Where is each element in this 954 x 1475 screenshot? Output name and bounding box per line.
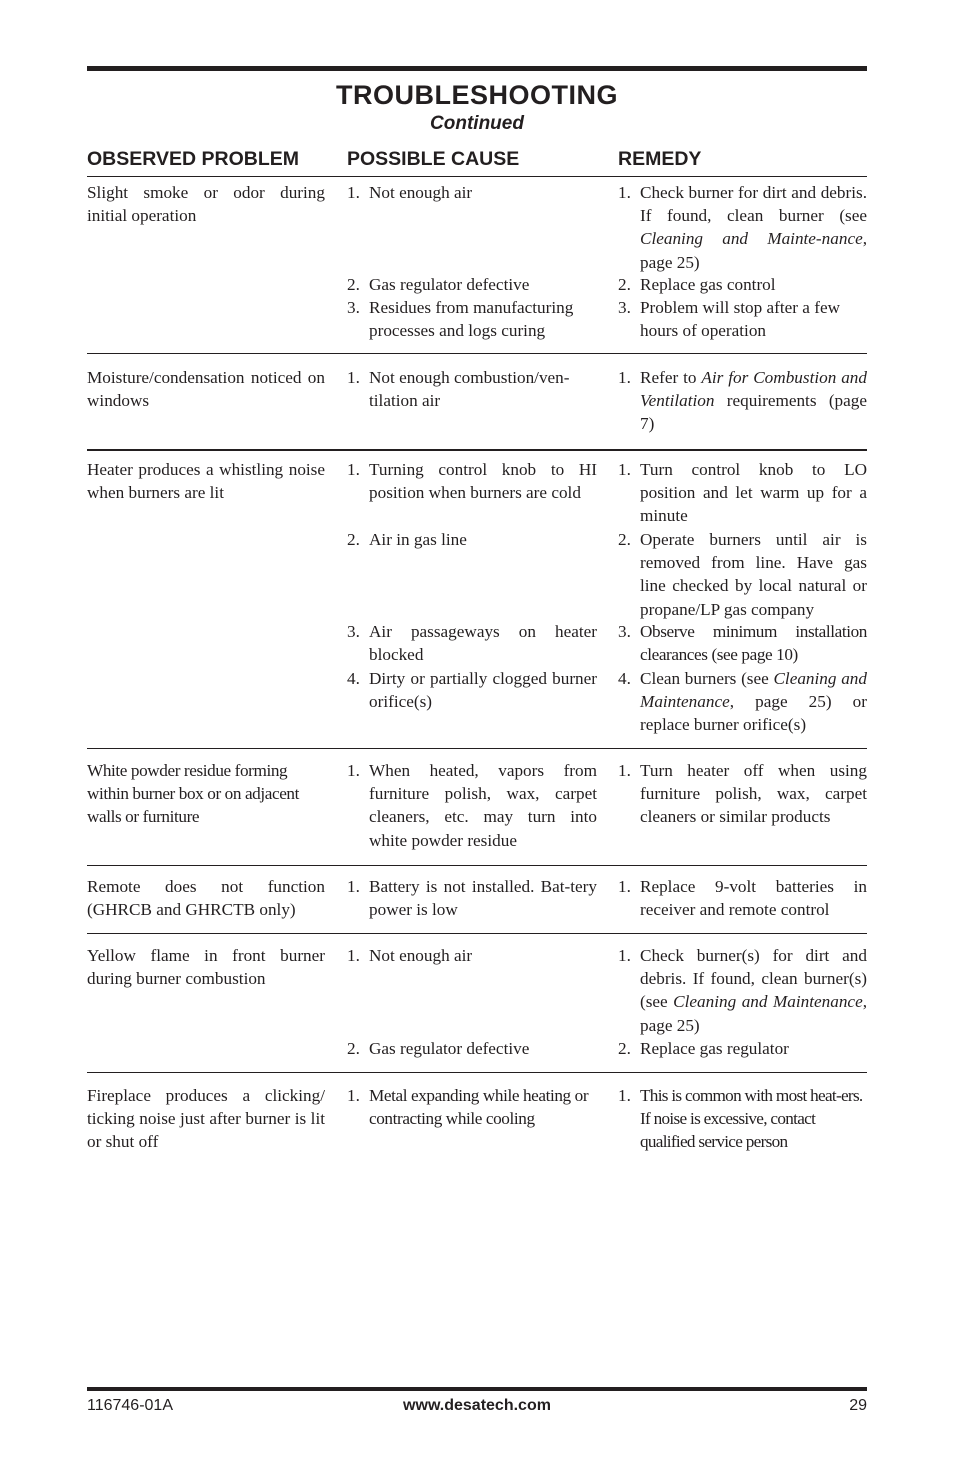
page-subtitle: Continued — [430, 113, 524, 134]
page-title: TROUBLESHOOTING — [336, 80, 618, 110]
remedy-item: 2. Operate burners until air is removed from line. Have gas line checked by local natural or propane/LP gas company — [618, 530, 867, 619]
remedy-item: 2. Replace gas control — [618, 275, 776, 294]
remedy-item: 3. Observe minimum installation clearances (see page 10) — [618, 622, 867, 665]
cause-item: 2. Gas regulator defective — [347, 1039, 530, 1058]
remedy-item: 1. Replace 9-volt batteries in receiver and remote control — [618, 877, 867, 920]
cause-item: 1. Not enough air — [347, 183, 473, 202]
cause-item: 3. Residues from manufacturing processes and logs curing — [347, 298, 574, 341]
problem-cell: White powder residue forming within burner box or on adjacent walls or furniture — [87, 761, 300, 827]
column-header-remedy: REMEDY — [618, 148, 702, 170]
row-divider — [87, 933, 867, 934]
website-link[interactable]: www.desatech.com — [403, 1397, 551, 1414]
doc-number: 116746-01A — [87, 1397, 173, 1414]
top-rule — [87, 66, 867, 71]
problem-cell: Remote does not function (GHRCB and GHRCTB only) — [87, 877, 325, 920]
cause-item: 1. Battery is not installed. Bat-tery power is low — [347, 877, 597, 920]
problem-cell: Moisture/condensation noticed on windows — [87, 368, 325, 411]
bottom-rule — [87, 1387, 867, 1391]
cause-item: 2. Air in gas line — [347, 530, 467, 549]
row-divider — [87, 1072, 867, 1073]
problem-cell: Fireplace produces a clicking/ ticking noise just after burner is lit or shut off — [87, 1086, 325, 1152]
header-rule — [87, 176, 867, 177]
cause-item: 1. Turning control knob to HI position when burners are cold — [347, 460, 597, 503]
column-header-problem: OBSERVED PROBLEM — [87, 148, 300, 170]
remedy-item: 3. Problem will stop after a few hours of operation — [618, 298, 840, 341]
remedy-item: 1. Turn control knob to LO position and let warm up for a minute — [618, 460, 867, 526]
row-divider — [87, 353, 867, 354]
cause-item: 2. Gas regulator defective — [347, 275, 530, 294]
cause-item: 3. Air passageways on heater blocked — [347, 622, 597, 665]
remedy-item: 1. Check burner(s) for dirt and debris. If found, clean burner(s) (see Cleaning and Maintenance, page 25) — [618, 946, 867, 1035]
column-header-cause: POSSIBLE CAUSE — [347, 148, 520, 170]
remedy-item: 1. Check burner for dirt and debris. If found, clean burner (see Cleaning and Mainte-nance, page 25) — [618, 183, 867, 272]
remedy-item: 1. This is common with most heat-ers. If noise is excessive, contact qualified service person — [618, 1086, 863, 1152]
row-divider — [87, 865, 867, 866]
problem-cell: Yellow flame in front burner during burner combustion — [87, 946, 325, 989]
row-divider — [87, 748, 867, 749]
remedy-item: 2. Replace gas regulator — [618, 1039, 789, 1058]
cause-item: 1. When heated, vapors from furniture polish, wax, carpet cleaners, etc. may turn into white powder residue — [347, 761, 597, 850]
remedy-item: 1. Turn heater off when using furniture polish, wax, carpet cleaners or similar products — [618, 761, 867, 827]
cause-item: 1. Not enough combustion/ven-tilation air — [347, 368, 570, 411]
remedy-item: 1. Refer to Air for Combustion and Ventilation requirements (page 7) — [618, 368, 867, 434]
problem-cell: Heater produces a whistling noise when burners are lit — [87, 460, 325, 503]
cause-item: 1. Not enough air — [347, 946, 473, 965]
cause-item: 4. Dirty or partially clogged burner orifice(s) — [347, 669, 597, 712]
problem-cell: Slight smoke or odor during initial operation — [87, 183, 325, 226]
cause-item: 1. Metal expanding while heating or contracting while cooling — [347, 1086, 589, 1129]
remedy-item: 4. Clean burners (see Cleaning and Maintenance, page 25) or replace burner orifice(s) — [618, 669, 867, 735]
row-divider — [87, 449, 867, 451]
page-number: 29 — [849, 1397, 867, 1414]
